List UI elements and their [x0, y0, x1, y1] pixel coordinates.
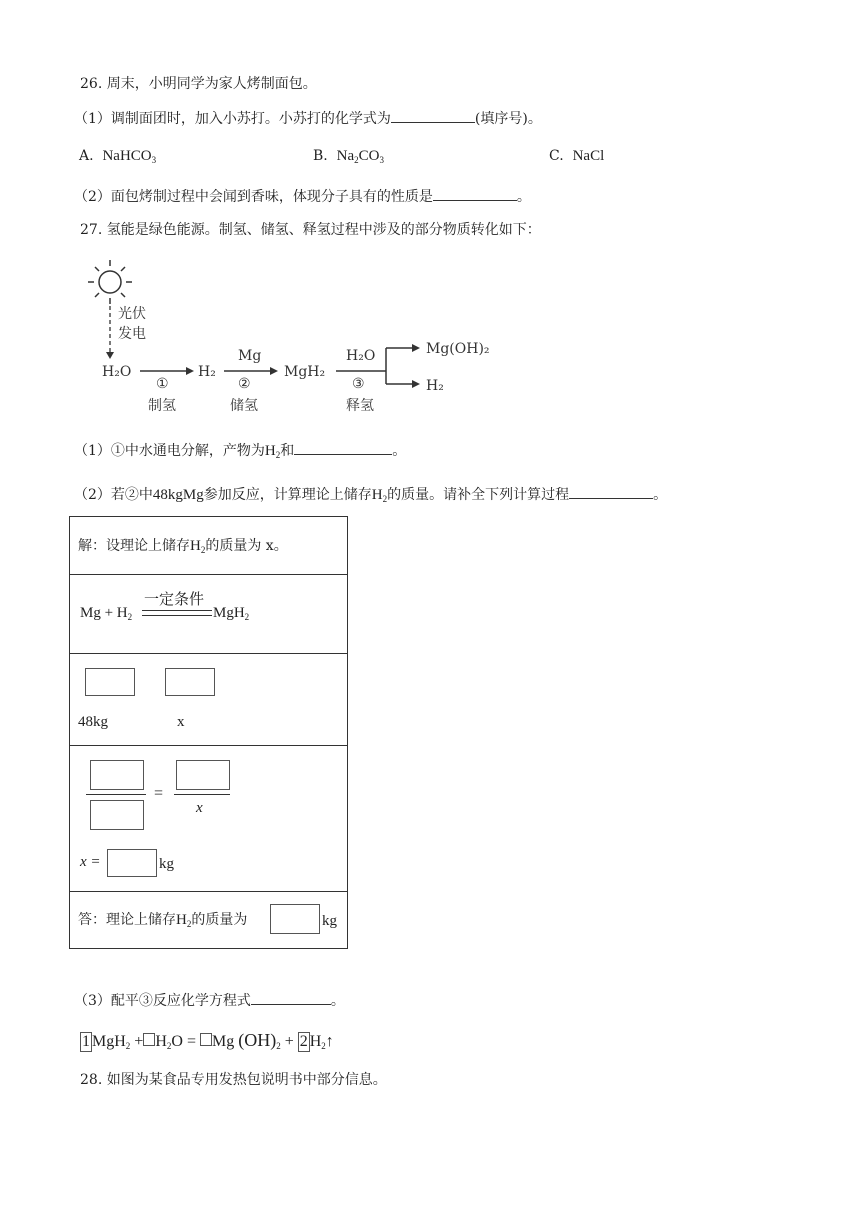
calculation-table	[69, 516, 348, 949]
denominator-box[interactable]	[90, 800, 144, 830]
x-equals: x =	[80, 854, 101, 870]
answer-unit: kg	[322, 913, 337, 929]
q27-part1	[74, 440, 406, 465]
x-unit: kg	[159, 856, 174, 872]
equation-right: MgH$_2$	[213, 605, 250, 622]
fraction-x: x	[196, 800, 203, 816]
coefficient-box-1[interactable]: 1	[82, 1033, 90, 1050]
q27-part2-mid: 参加反应，计算理论上储存	[203, 487, 372, 503]
q28-title: 28. 如图为某食品专用发热包说明书中部分信息。	[80, 1072, 387, 1088]
fraction-bar-2	[174, 794, 230, 795]
mass-value: 48kgMg	[152, 487, 204, 503]
q26-title: 26. 周末，小明同学为家人烤制面包。	[80, 76, 317, 92]
q26-part1-text: （1）调制面团时，加入小苏打。小苏打的化学式为	[74, 111, 391, 127]
arrow-head-icon	[106, 352, 114, 359]
h2o-reactant-label: H₂O	[346, 348, 376, 364]
answer-blank[interactable]	[251, 990, 331, 1005]
coefficient-box-4[interactable]: 2	[299, 1033, 308, 1050]
q26-part2-suffix: 。	[516, 189, 531, 205]
numerator-box-2[interactable]	[176, 760, 230, 790]
q26-part1	[74, 108, 542, 129]
q27-part1-text: （1）①中水通电分解，产物为	[74, 443, 265, 459]
mg-label: Mg	[238, 348, 262, 364]
mass-mg: 48kg	[78, 714, 108, 730]
table-row-proportion	[70, 746, 347, 892]
q27-part2-tail: 的质量。请补全下列计算过程	[387, 487, 570, 503]
step1-label: 制氢	[148, 398, 176, 414]
mgh2-label: MgH₂	[284, 364, 326, 380]
x-value-box[interactable]	[107, 849, 157, 877]
table-row-setup: 解：设理论上储存$H_2$的质量为 x。	[70, 517, 347, 575]
answer-box[interactable]	[270, 904, 320, 934]
q27-part2-suffix: 。	[653, 487, 668, 503]
coefficient-box-2[interactable]	[143, 1033, 155, 1046]
sun-icon	[88, 260, 132, 304]
balance-equation: 1 $MgH_2 + H_2O = Mg$ $(OH)_2 + 2$ $H_2↑$	[82, 1030, 334, 1051]
step3-num: ③	[352, 376, 365, 392]
h2-formula: $H_2$	[371, 487, 388, 504]
equals-line	[142, 610, 212, 616]
answer-blank[interactable]	[391, 108, 475, 123]
table-row-masses	[70, 654, 347, 746]
option-b-label: B.	[313, 148, 328, 164]
q27-part1-suffix: 。	[392, 443, 407, 459]
answer-blank[interactable]	[433, 186, 517, 201]
label-pv-2: 发电	[118, 326, 146, 342]
q27-part2	[74, 484, 667, 509]
q27-part3-text: （3）配平③反应化学方程式	[74, 993, 251, 1009]
numerator-box[interactable]	[90, 760, 144, 790]
q26-part2-text: （2）面包烤制过程中会闻到香味，体现分子具有的性质是	[74, 189, 433, 205]
step2-num: ②	[238, 376, 251, 392]
q27-part3	[74, 990, 345, 1011]
equation-left: $Mg + H_2$	[80, 605, 133, 622]
answer-blank[interactable]	[294, 440, 392, 455]
h2o-label: H₂O	[102, 364, 132, 380]
option-c[interactable]	[549, 146, 604, 166]
relative-mass-mg-box[interactable]	[85, 668, 135, 696]
hydrogen-process-diagram	[80, 258, 550, 418]
q27-title: 27. 氢能是绿色能源。制氢、储氢、释氢过程中涉及的部分物质转化如下：	[80, 222, 541, 238]
table-row-equation	[70, 575, 347, 654]
gas-arrow-icon: ↑	[325, 1033, 334, 1050]
q26-part1-suffix: (填序号)。	[474, 111, 542, 127]
step2-label: 储氢	[230, 398, 258, 414]
answer-text: 答：理论上储存$H_2$的质量为	[78, 912, 248, 929]
mass-x: x	[177, 714, 185, 730]
q27-part3-suffix: 。	[330, 993, 345, 1009]
option-b-formula: $Na_2CO_3$	[336, 148, 384, 165]
option-a-formula: NaHCO$_3$	[102, 148, 157, 165]
option-b[interactable]	[313, 146, 384, 170]
q27-part1-and: 和	[280, 443, 295, 459]
coefficient-box-3[interactable]	[200, 1033, 212, 1046]
reaction-condition: 一定条件	[144, 590, 205, 608]
table-row-answer	[70, 892, 347, 948]
equals-sign: =	[154, 785, 164, 802]
relative-mass-h2-box[interactable]	[165, 668, 215, 696]
option-a-label: A.	[79, 148, 94, 164]
option-a[interactable]	[79, 146, 156, 170]
answer-blank[interactable]	[569, 484, 653, 499]
h2-formula: $H_2$	[264, 443, 281, 460]
h2-label: H₂	[198, 364, 216, 380]
option-c-label: C.	[549, 148, 564, 164]
option-c-formula: NaCl	[572, 148, 605, 164]
step1-num: ①	[156, 376, 169, 392]
step3-label: 释氢	[346, 398, 374, 414]
q27-part2-text: （2）若②中	[74, 487, 153, 503]
mgoh2-label: Mg(OH)₂	[426, 341, 490, 357]
fraction-bar	[86, 794, 146, 795]
h2-out-label: H₂	[426, 378, 444, 394]
label-pv-1: 光伏	[118, 306, 146, 322]
q26-part2	[74, 186, 531, 207]
